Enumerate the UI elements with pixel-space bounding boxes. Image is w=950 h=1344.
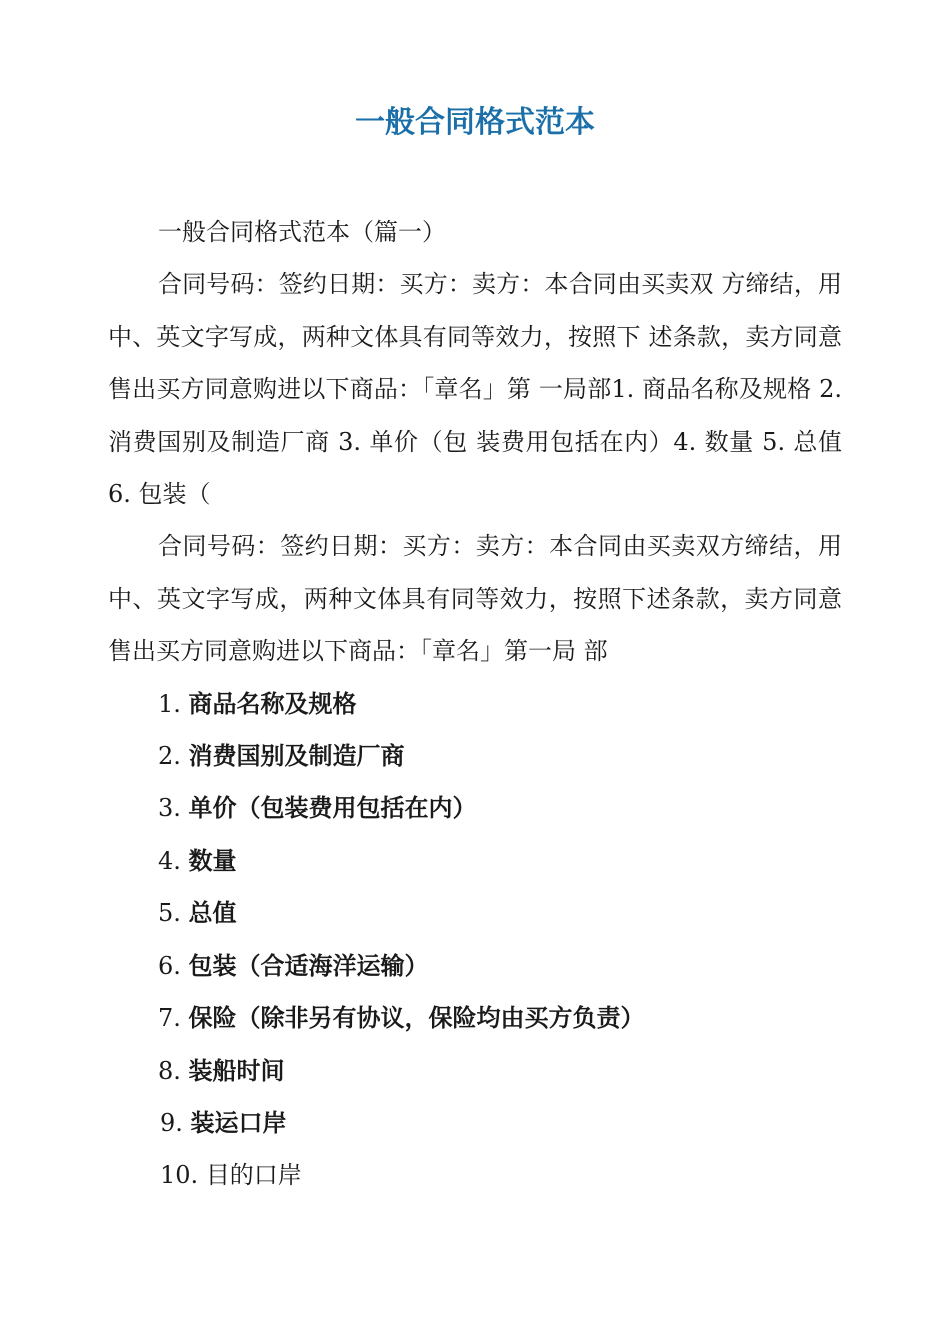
item-text: 总值 [188, 899, 237, 928]
item-number: 8. [158, 1056, 181, 1085]
document-title: 一般合同格式范本 [355, 105, 595, 140]
list-item [108, 992, 842, 1044]
contract-items-list [108, 678, 842, 1202]
list-item [108, 678, 842, 730]
list-item [108, 1097, 842, 1149]
list-item [108, 1045, 842, 1097]
list-item [108, 835, 842, 887]
item-text: 装运口岸 [190, 1108, 287, 1137]
list-item [108, 940, 842, 992]
item-number: 9. [160, 1108, 183, 1137]
item-number: 6. [158, 951, 181, 980]
list-item [108, 887, 842, 939]
item-number: 3. [158, 794, 181, 823]
item-number: 4. [158, 846, 181, 875]
section-heading: 一般合同格式范本（篇一） [158, 218, 446, 246]
item-number: 2. [158, 742, 181, 771]
item-number: 1. [158, 689, 181, 718]
list-item [108, 782, 842, 834]
contract-paragraph-2: 合同号码：签约日期：买方：卖方：本合同由买卖双方缔结，用中、英文字写成，两种文体具有同等效力，按照下述条款，卖方同意售出买方同意购进以下商品：「章名」第一局 部 [108, 532, 842, 666]
contract-paragraph-1: 合同号码：签约日期：买方：卖方：本合同由买卖双 方缔结，用中、英文字写成，两种文体具有同等效力，按照下 述条款，卖方同意售出买方同意购进以下商品：「章名」第 一局部1. 商品名称及规格 2. 消费国别及制造厂商 3. 单价（包 装费用包括在内）4. 数量 5. 总值 6. 包装（ [108, 270, 842, 509]
item-text: 数量 [188, 846, 237, 875]
item-text: 商品名称及规格 [188, 689, 357, 718]
item-text: 装船时间 [188, 1056, 285, 1085]
item-text: 包装（合适海洋运输） [188, 951, 429, 980]
item-number: 7. [158, 1004, 181, 1033]
item-text: 单价（包装费用包括在内） [188, 794, 477, 823]
item-number: 5. [158, 899, 181, 928]
item-text: 目的口岸 [205, 1161, 302, 1190]
item-text: 保险（除非另有协议，保险均由买方负责） [188, 1004, 645, 1033]
list-item [108, 1149, 842, 1201]
document-body [108, 206, 842, 1202]
item-text: 消费国别及制造厂商 [188, 742, 405, 771]
item-number: 10. [160, 1161, 199, 1190]
list-item [108, 730, 842, 782]
